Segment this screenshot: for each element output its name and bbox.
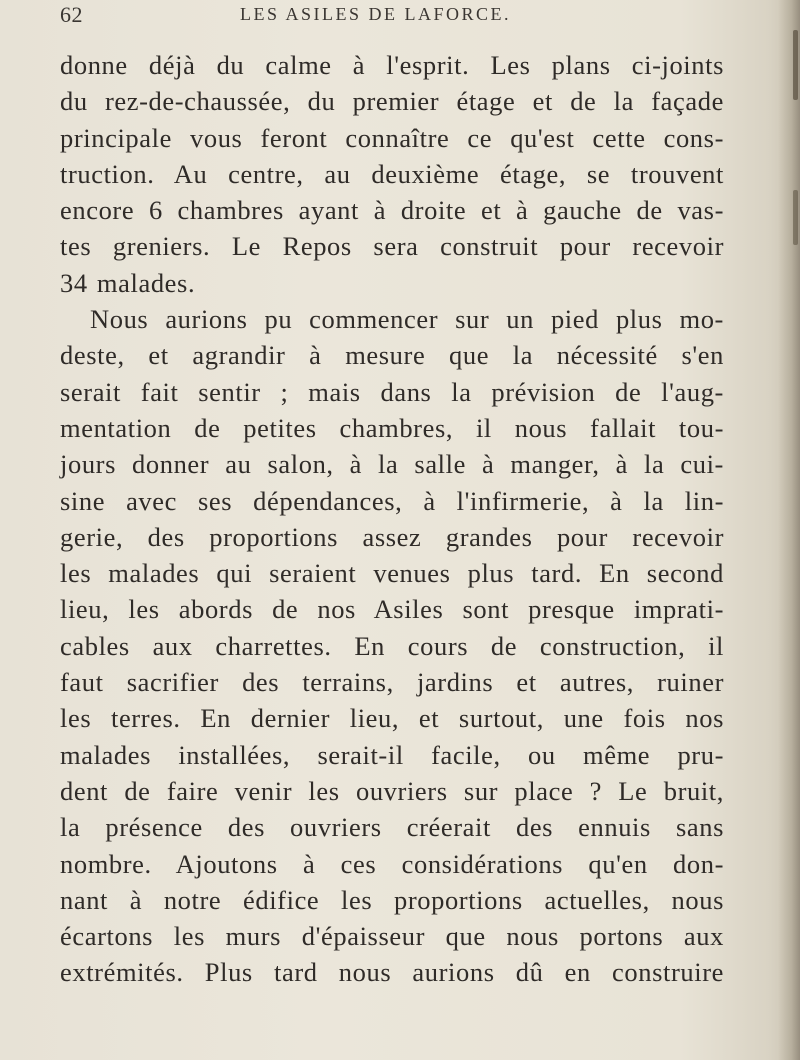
text-line: cables aux charrettes. En cours de construction, il xyxy=(60,630,724,661)
text-line: principale vous feront connaître ce qu'est cette cons- xyxy=(60,122,724,153)
page-number: 62 xyxy=(60,2,83,27)
text-line: mentation de petites chambres, il nous fallait tou- xyxy=(60,412,724,443)
text-line: 34 malades. xyxy=(60,267,196,298)
text-line: Nous aurions pu commencer sur un pied plus mo- xyxy=(90,304,724,335)
running-title: LES ASILES DE LAFORCE. xyxy=(240,4,512,24)
page-edge-mark xyxy=(793,30,798,100)
page-header xyxy=(60,0,720,30)
text-line: deste, et agrandir à mesure que la nécessité s'en xyxy=(60,340,724,371)
text-line: lieu, les abords de nos Asiles sont presque imprati- xyxy=(60,594,724,625)
text-line: nombre. Ajoutons à ces considérations qu'en don- xyxy=(60,848,724,879)
text-line: tes greniers. Le Repos sera construit pour recevoir xyxy=(60,231,724,262)
text-line: extrémités. Plus tard nous aurions dû en construire xyxy=(60,957,724,988)
text-line: les malades qui seraient venues plus tard. En second xyxy=(60,558,724,589)
text-line: jours donner au salon, à la salle à manger, à la cui- xyxy=(60,449,724,480)
body-text xyxy=(60,47,724,991)
text-line: donne déjà du calme à l'esprit. Les plans ci-joints xyxy=(60,50,724,80)
text-line: faut sacrifier des terrains, jardins et autres, ruiner xyxy=(60,667,724,698)
text-line: la présence des ouvriers créerait des ennuis sans xyxy=(60,812,724,843)
text-line: dent de faire venir les ouvriers sur place ? Le bruit, xyxy=(60,775,724,806)
text-line: sine avec ses dépendances, à l'infirmerie, à la lin- xyxy=(60,485,724,516)
text-line: du rez-de-chaussée, du premier étage et de la façade xyxy=(60,86,724,117)
page-edge-shadow xyxy=(778,0,800,1060)
text-line: serait fait sentir ; mais dans la prévision de l'aug- xyxy=(60,376,724,407)
text-line: gerie, des proportions assez grandes pour recevoir xyxy=(60,521,724,552)
text-line: écartons les murs d'épaisseur que nous portons aux xyxy=(60,921,724,952)
text-line: encore 6 chambres ayant à droite et à gauche de vas- xyxy=(60,195,724,226)
text-line: malades installées, serait-il facile, ou même pru- xyxy=(60,739,724,770)
text-line: truction. Au centre, au deuxième étage, se trouvent xyxy=(60,158,724,189)
page-edge-mark xyxy=(793,190,798,245)
text-line: les terres. En dernier lieu, et surtout, une fois nos xyxy=(60,703,724,734)
text-line: nant à notre édifice les proportions actuelles, nous xyxy=(60,884,724,915)
